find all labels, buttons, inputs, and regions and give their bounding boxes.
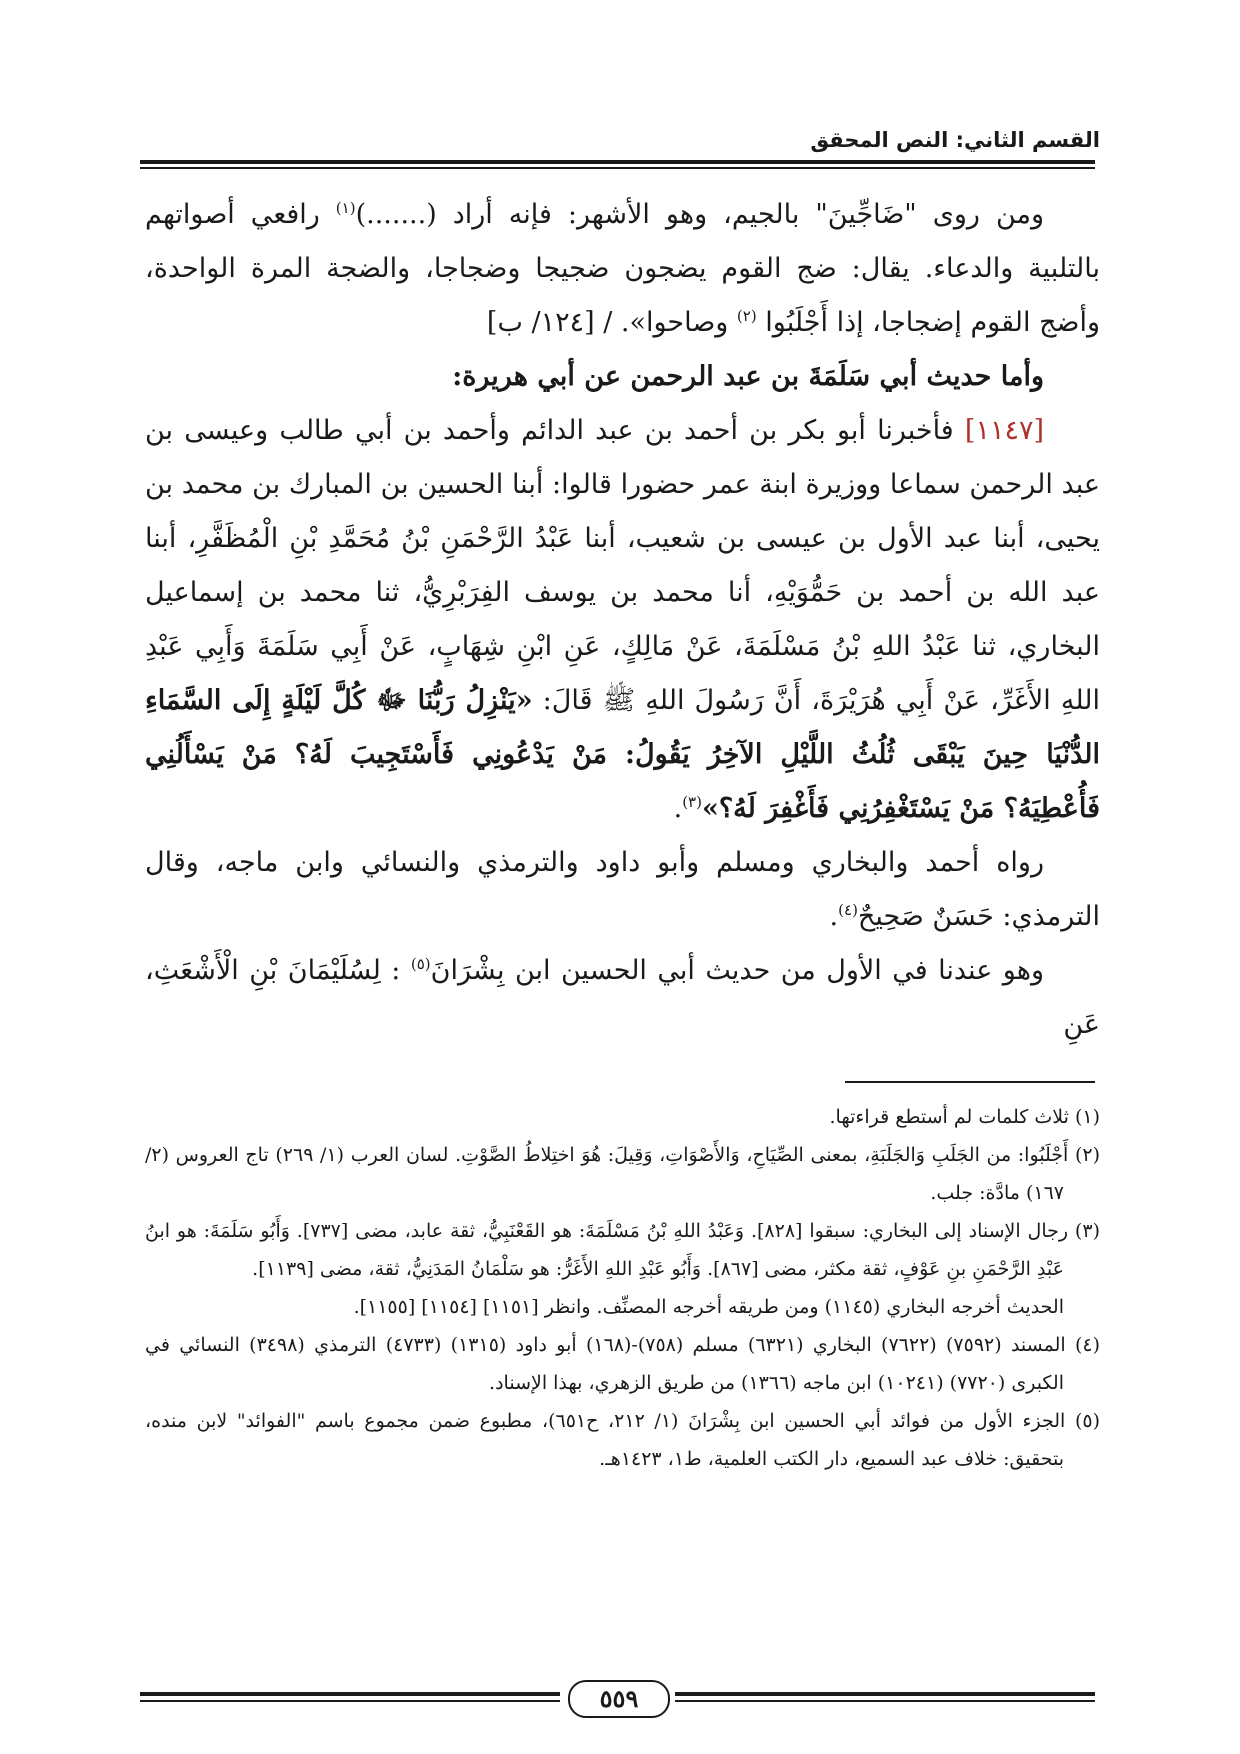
footnote-marker-4: (٤) — [838, 901, 858, 919]
footnote-3: (٣) رجال الإسناد إلى البخاري: سبقوا [٨٢٨]. وَعَبْدُ اللهِ بْنُ مَسْلَمَةَ: هو القَعْنَبِيُّ، ثقة عابد، مضى [٧٣٧]. وَأَبُو سَلَمَةَ: هو ابنُ عَبْدِ الرَّحْمَنِ بنِ عَوْفٍ، ثقة مكثر، مضى [٨٦٧]. وَأَبُو عَبْدِ اللهِ الأَغَرُّ: هو سَلْمَانُ المَدَنِيُّ، ثقة، مضى [١١٣٩]. — [145, 1220, 1100, 1280]
footer-rule-left — [140, 1692, 560, 1696]
footnote-marker-5: (٥) — [410, 955, 431, 973]
footnote-4: (٤) المسند (٧٥٩٢) (٧٦٢٢) البخاري (٦٣٢١) مسلم (٧٥٨)-(١٦٨) أبو داود (١٣١٥) (٤٧٣٣) الترمذي (٣٤٩٨) النسائي في الكبرى (٧٧٢٠) (١٠٢٤١) ابن ماجه (١٣٦٦) من طريق الزهري، بهذا الإسناد. — [145, 1334, 1101, 1394]
footnote-marker-1: (١) — [335, 199, 356, 217]
footnote-2: (٢) أَجْلَبُوا: من الجَلَبِ وَالجَلَبَةِ، بمعنى الصِّيَاحِ، وَالأَصْوَاتِ، وَقِيلَ: هُوَ اختِلاطُ الصَّوْتِ. لسان العرب (١/ ٢٦٩) تاج العروس (٢/ ١٦٧) مادَّة: جلب. — [145, 1144, 1100, 1204]
footer-rule-left-thin — [140, 1700, 560, 1702]
footer-rule-right-thin — [675, 1700, 1095, 1702]
page-header-title: القسم الثاني: النص المحقق — [810, 128, 1100, 152]
paragraph-1: ومن روى "ضَاجِّينَ" بالجيم، وهو الأشهر: فإنه أراد (.......)$^{(١)}$ رافعي أصواتهم بالتلبية والدعاء. يقال: ضج القوم يضجون ضجيجا وضجاجا، والضجة المرة الواحدة، وأضج القوم إضجاجا، إذا أَجْلَبُوا $^{(٢)}$ وصاحوا». / [١٢٤/ ب] — [145, 199, 1100, 338]
hadith-ref-number: [١١٤٧] — [964, 415, 1044, 446]
header-rule-thick — [140, 160, 1095, 164]
paragraph-2: [١١٤٧] فأخبرنا أبو بكر بن أحمد بن عبد الدائم وأحمد بن أبي طالب وعيسى بن عبد الرحمن سماعا ووزيرة ابنة عمر حضورا قالوا: أبنا الحسين بن المبارك بن محمد بن يحيى، أبنا عبد الأول بن عيسى بن شعيب، أبنا عَبْدُ الرَّحْمَنِ بْنُ مُحَمَّدِ بْنِ الْمُظَفَّرِ، أبنا عبد الله بن أحمد بن حَمُّوَيْهِ، أنا محمد بن يوسف الفِرَبْرِيُّ، ثنا محمد بن إسماعيل البخاري، ثنا عَبْدُ اللهِ بْنُ مَسْلَمَةَ، عَنْ مَالِكٍ، عَنِ ابْنِ شِهَابٍ، عَنْ أَبِي سَلَمَةَ وَأَبِي عَبْدِ اللهِ الأَغَرِّ، عَنْ أَبِي هُرَيْرَةَ، أَنَّ رَسُولَ اللهِ ﷺ قَالَ: «يَنْزِلُ رَبُّنَا ﷻ كُلَّ لَيْلَةٍ إِلَى السَّمَاءِ الدُّنْيَا حِينَ يَبْقَى ثُلُثُ اللَّيْلِ الآخِرُ يَقُولُ: مَنْ يَدْعُونِي فَأَسْتَجِيبَ لَهُ؟ مَنْ يَسْأَلُنِي فَأُعْطِيَهُ؟ مَنْ يَسْتَغْفِرُنِي فَأَغْفِرَ لَهُ؟»$^{(٣)}$. — [145, 415, 1100, 824]
page-footer — [140, 1680, 1095, 1720]
section-heading: وأما حديث أبي سَلَمَةَ بن عبد الرحمن عن أبي هريرة: — [452, 361, 1044, 392]
paragraph-4: وهو عندنا في الأول من حديث أبي الحسين ابن بِشْرَانَ$^{(٥)}$ : لِسُلَيْمَانَ بْنِ الْأَشْعَثِ، عَنِ — [145, 955, 1100, 1040]
footnote-1: (١) ثلاث كلمات لم أستطع قراءتها. — [829, 1106, 1100, 1128]
page-number: ٥٥٩ — [568, 1680, 670, 1718]
footer-rule-right — [675, 1692, 1095, 1696]
header-rule-thin — [140, 167, 1095, 169]
paragraph-3: رواه أحمد والبخاري ومسلم وأبو داود والترمذي والنسائي وابن ماجه، وقال الترمذي: حَسَنٌ صَحِيحٌ$^{(٤)}$. — [145, 847, 1100, 932]
footnote-3-continued: الحديث أخرجه البخاري (١١٤٥) ومن طريقه أخرجه المصنِّف. وانظر [١١٥١] [١١٥٤] [١١٥٥]. — [353, 1296, 1064, 1318]
footnotes — [145, 1098, 1100, 1478]
hadith-text: «يَنْزِلُ رَبُّنَا ﷻ كُلَّ لَيْلَةٍ إِلَى السَّمَاءِ الدُّنْيَا حِينَ يَبْقَى ثُلُثُ اللَّيْلِ الآخِرُ يَقُولُ: مَنْ يَدْعُونِي فَأَسْتَجِيبَ لَهُ؟ مَنْ يَسْأَلُنِي فَأُعْطِيَهُ؟ مَنْ يَسْتَغْفِرُنِي فَأَغْفِرَ لَهُ؟» — [145, 685, 1100, 824]
main-text — [145, 188, 1100, 1052]
footnote-5: (٥) الجزء الأول من فوائد أبي الحسين ابن بِشْرَانَ (١/ ٢١٢، ح٦٥١)، مطبوع ضمن مجموع باسم "الفوائد" لابن منده، بتحقيق: خلاف عبد السميع، دار الكتب العلمية، ط١، ١٤٢٣هـ. — [145, 1410, 1100, 1470]
footnote-separator — [845, 1081, 1095, 1083]
footnote-marker-2: (٢) — [736, 307, 757, 325]
footnote-marker-3: (٣) — [682, 793, 702, 811]
